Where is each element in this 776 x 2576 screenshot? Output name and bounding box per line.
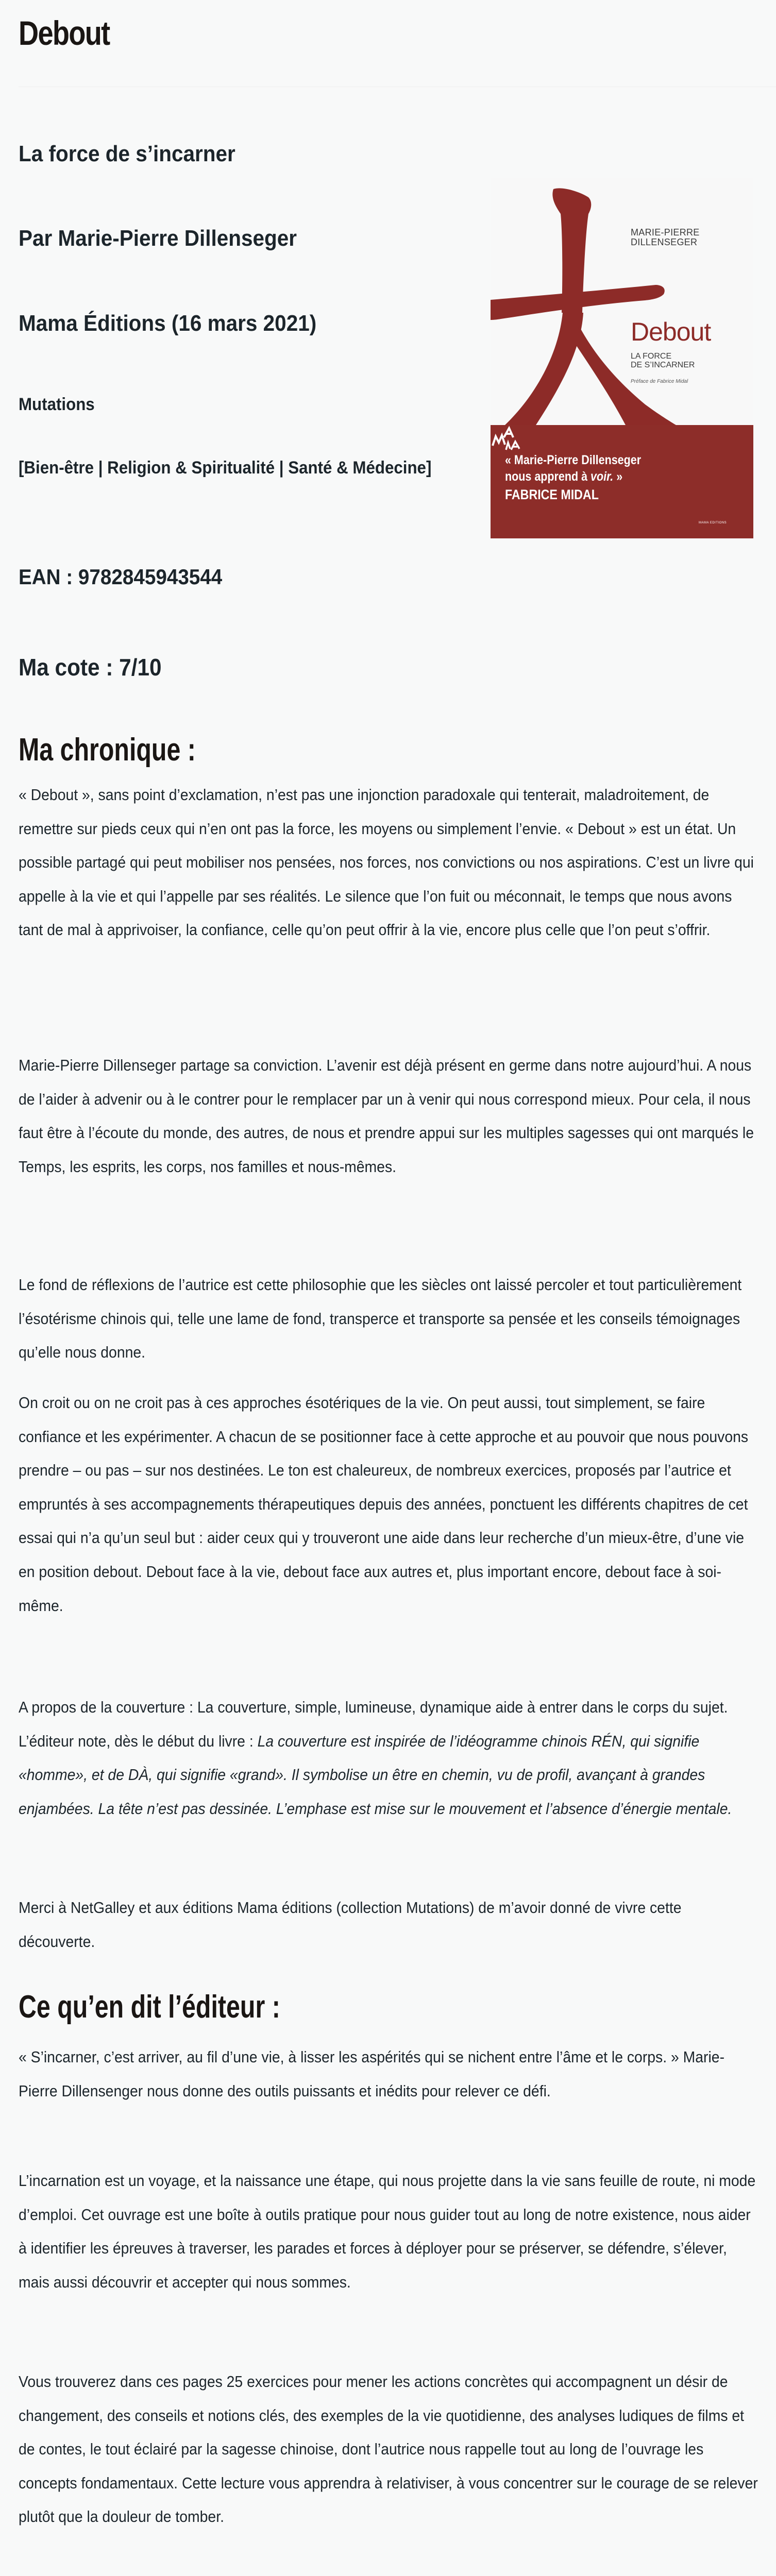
book-collection: Mutations [19,395,95,414]
editeur-paragraph: L’incarnation est un voyage, et la naissance une étape, qui nous projette dans la vie sans feuille de route, ni mode d’emploi. Cet ouvrage est une boîte à outils pratique pour nous guider tout au long de notre existence, nous aider à identifier les épreuves à traverser, les parades et forces à déployer pour se préserver, se défendre, s’élever, mais aussi découvrir et accepter qui nous sommes. [19,2172,756,2291]
chronique-paragraph: Le fond de réflexions de l’autrice est cette philosophie que les siècles ont laissé percoler et tout particulièrement l’ésotérisme chinois qui, telle une lame de fond, transperce et transporte sa pensée et les conseils témoignages qu’elle nous donne. [19,1276,742,1362]
editeur-paragraph: Vous trouverez dans ces pages 25 exercices pour mener les actions concrètes qui accompagnent un désir de changement, des conseils et notions clés, des exemples de la vie quotidienne, des analyses ludiques de films et de contes, le tout éclairé par la sagesse chinoise, dont l’autrice nous rappelle tout au long de l’ouvrage les concepts fondamentaux. Cette lecture vous apprendra à relativiser, à vous concentrer sur le courage de se relever plutôt que la douleur de tomber. [19,2372,758,2526]
editeur-paragraph: « S’incarner, c’est arriver, au fil d’une vie, à lisser les aspérités qui se nichent entre l’âme et le corps. » Marie-Pierre Dillensenger nous donne des outils puissants et inédits pour relever ce défi. [19,2048,725,2100]
section-heading-chronique: Ma chronique : [19,732,196,768]
cover-title: Debout [631,317,711,346]
book-categories: [Bien-être | Religion & Spiritualité | Santé & Médecine] [19,458,432,478]
book-ean: EAN : 9782845943544 [19,565,223,589]
book-publisher: Mama Éditions (16 mars 2021) [19,311,317,336]
cover-author: MARIE-PIERRE DILLENSEGER [631,227,700,247]
page-title: Debout [19,14,110,52]
ideogram-left-leg [505,313,583,425]
section-heading-editeur: Ce qu’en dit l’éditeur : [19,1989,280,2025]
book-cover-image [491,178,753,538]
cover-band [491,425,753,538]
chronique-paragraph: On croit ou on ne croit pas à ces approches ésotériques de la vie. On peut aussi, tout simplement, se faire confiance et les expérimenter. A chacun de se positionner face à cette approche et au pouvoir que nous pouvons prendre – ou pas – sur nos destinées. Le ton est chaleureux, de nombreux exercices, proposés par l’autrice et empruntés à ses accompagnements thérapeutiques depuis des années, ponctuent les différents chapitres de cet essai qui n’a qu’un seul but : aider ceux qui y trouveront une aide dans leur recherche d’un mieux-être, d’une vie en position debout. Debout face à la vie, debout face aux autres et, plus important encore, debout face à soi-même. [19,1394,749,1615]
chronique-paragraph: « Debout », sans point d’exclamation, n’est pas une injonction paradoxale qui tenterait, maladroitement, de remettre sur pieds ceux qui n’en ont pas la force, les moyens ou simplement l’envie. « Debout » est un état. Un possible partagé qui peut mobiliser nos pensées, nos forces, nos convictions ou nos aspirations. C’est un livre qui appelle à la vie et qui l’appelle par ses réalités. Le silence que l’on fuit ou méconnait, le temps que nous avons tant de mal à apprivoiser, la confiance, celle qu’on peut offrir à la vie, encore plus celle que l’on peut s’offrir. [19,786,754,939]
thanks-paragraph: Merci à NetGalley et aux éditions Mama éditions (collection Mutations) de m’avoir donné de vivre cette découverte. [19,1899,682,1951]
cover-preface: Préface de Fabrice Midal [631,379,688,384]
book-subtitle: La force de s’incarner [19,141,235,166]
cover-quote-author: FABRICE MIDAL [505,487,599,502]
publisher-logo-text: MAMA EDITIONS [699,521,727,524]
book-author: Par Marie-Pierre Dillenseger [19,226,297,251]
publisher-logo-icon [491,425,521,456]
cover-quote: « Marie-Pierre Dillenseger nous apprend à voir. » FABRICE MIDAL [505,453,642,502]
cover-subtitle: LA FORCE DE S’INCARNER [631,352,695,369]
chronique-paragraph: Marie-Pierre Dillenseger partage sa conviction. L’avenir est déjà présent en germe dans notre aujourd’hui. A nous de l’aider à advenir ou à le contrer pour le remplacer par un à venir qui nous correspond mieux. Pour cela, il nous faut être à l’écoute du monde, des autres, de nous et prendre appui sur les multiples sagesses qui ont marqués le Temps, les esprits, les corps, nos familles et nous-mêmes. [19,1056,754,1176]
book-rating: Ma cote : 7/10 [19,654,162,681]
cover-note-paragraph: A propos de la couverture : La couverture, simple, lumineuse, dynamique aide à entrer dans le corps du sujet. L’éditeur note, dès le début du livre : La couverture est inspirée de l’idéogramme chinois RÉN, qui signifie «homme», et de DÀ, qui signifie «grand». Il symbolise un être en chemin, vu de profil, avançant à grandes enjambées. La tête n’est pas dessinée. L’emphase est mise sur le mouvement et l’absence d’énergie mentale. [19,1698,732,1818]
